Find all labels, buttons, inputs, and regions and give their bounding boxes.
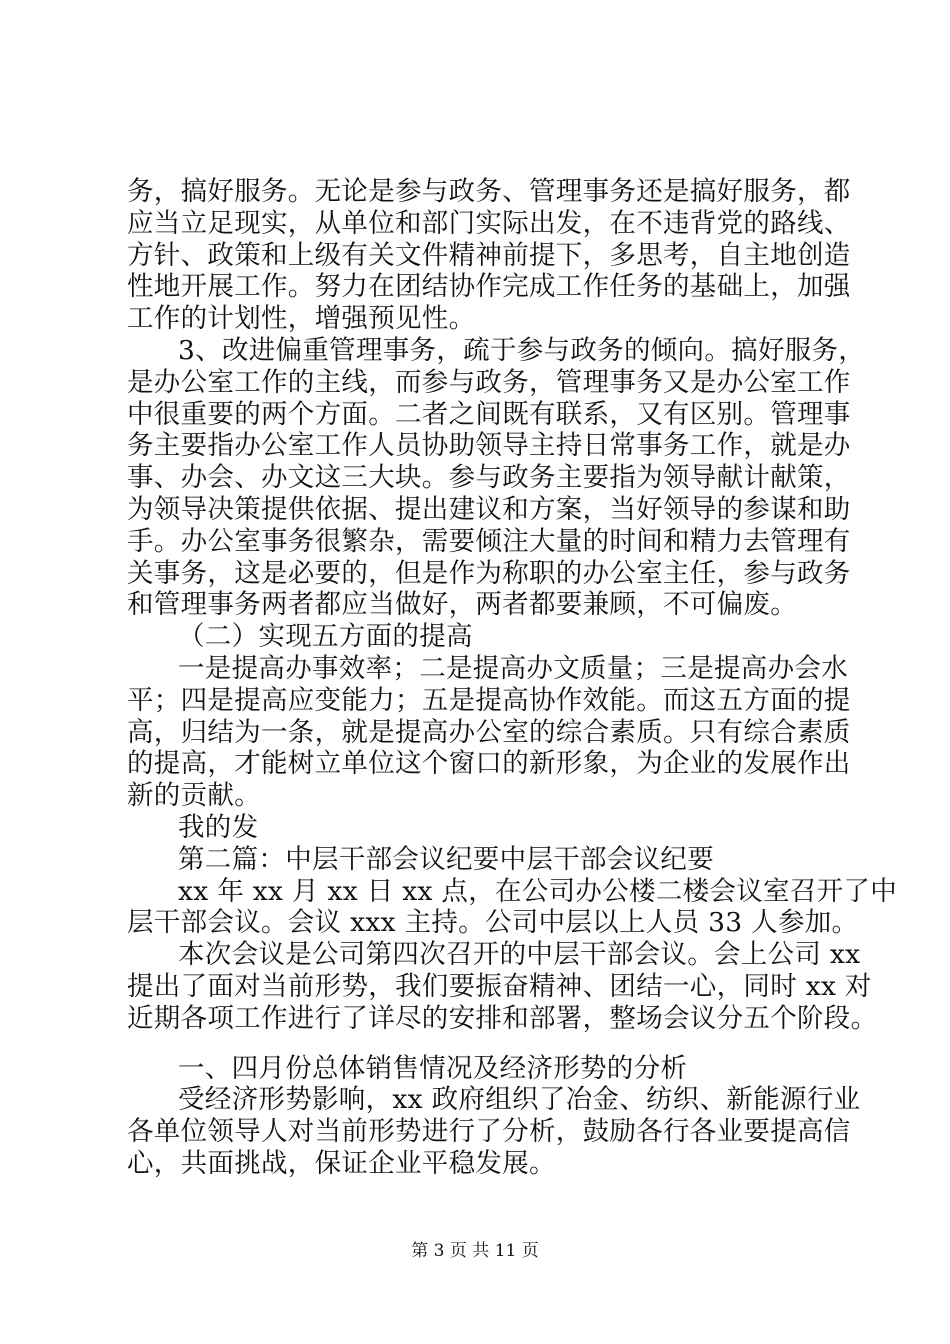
text-line: 工作的计划性，增强预见性。 <box>127 303 476 334</box>
page-number-footer: 第 3 页 共 11 页 <box>411 1241 539 1261</box>
article-title: 第二篇：中层干部会议纪要中层干部会议纪要 <box>178 844 714 875</box>
text-line: 性地开展工作。努力在团结协作完成工作任务的基础上，加强 <box>127 271 851 302</box>
text-line: 平；四是提高应变能力；五是提高协作效能。而这五方面的提 <box>127 685 851 716</box>
text-line: 手。办公室事务很繁杂，需要倾注大量的时间和精力去管理有 <box>127 526 851 557</box>
text-line: 的提高，才能树立单位这个窗口的新形象，为企业的发展作出 <box>127 748 851 779</box>
text-line: 受经济形势影响，xx 政府组织了冶金、纺织、新能源行业 <box>178 1084 861 1115</box>
text-line: 中很重要的两个方面。二者之间既有联系，又有区别。管理事 <box>127 399 851 430</box>
text-line: 是办公室工作的主线，而参与政务，管理事务又是办公室工作 <box>127 367 851 398</box>
text-line: 高，归结为一条，就是提高办公室的综合素质。只有综合素质 <box>127 717 851 748</box>
text-line: 应当立足现实，从单位和部门实际出发，在不违背党的路线、 <box>127 208 851 239</box>
text-line: 务，搞好服务。无论是参与政务、管理事务还是搞好服务，都 <box>127 176 851 207</box>
text-line: 提出了面对当前形势，我们要振奋精神、团结一心，同时 xx 对 <box>127 971 872 1002</box>
text-line: 务主要指办公室工作人员协助领导主持日常事务工作，就是办 <box>127 430 851 461</box>
text-line: 新的贡献。 <box>127 780 261 811</box>
text-line: 我的发 <box>178 812 259 843</box>
text-line: 本次会议是公司第四次召开的中层干部会议。会上公司 xx <box>178 939 861 970</box>
text-line: xx 年 xx 月 xx 日 xx 点，在公司办公楼二楼会议室召开了中 <box>178 876 898 907</box>
text-line: 一是提高办事效率；二是提高办文质量；三是提高办会水 <box>178 653 848 684</box>
text-line: 近期各项工作进行了详尽的安排和部署，整场会议分五个阶段。 <box>127 1003 878 1034</box>
text-line: 事、办会、办文这三大块。参与政务主要指为领导献计献策， <box>127 462 851 493</box>
text-line: 层干部会议。会议 xxx 主持。公司中层以上人员 33 人参加。 <box>127 907 859 938</box>
text-line: 为领导决策提供依据、提出建议和方案，当好领导的参谋和助 <box>127 494 851 525</box>
text-line: 关事务，这是必要的，但是作为称职的办公室主任，参与政务 <box>127 558 851 589</box>
text-line: 3、改进偏重管理事务，疏于参与政务的倾向。搞好服务， <box>178 335 866 366</box>
text-line: 方针、政策和上级有关文件精神前提下，多思考，自主地创造 <box>127 240 851 271</box>
section-heading: （二）实现五方面的提高 <box>178 621 473 652</box>
text-line: 和管理事务两者都应当做好，两者都要兼顾，不可偏废。 <box>127 589 797 620</box>
section-heading: 一、四月份总体销售情况及经济形势的分析 <box>178 1053 688 1084</box>
text-line: 各单位领导人对当前形势进行了分析，鼓励各行各业要提高信 <box>127 1116 851 1147</box>
text-line: 心，共面挑战，保证企业平稳发展。 <box>127 1148 556 1179</box>
